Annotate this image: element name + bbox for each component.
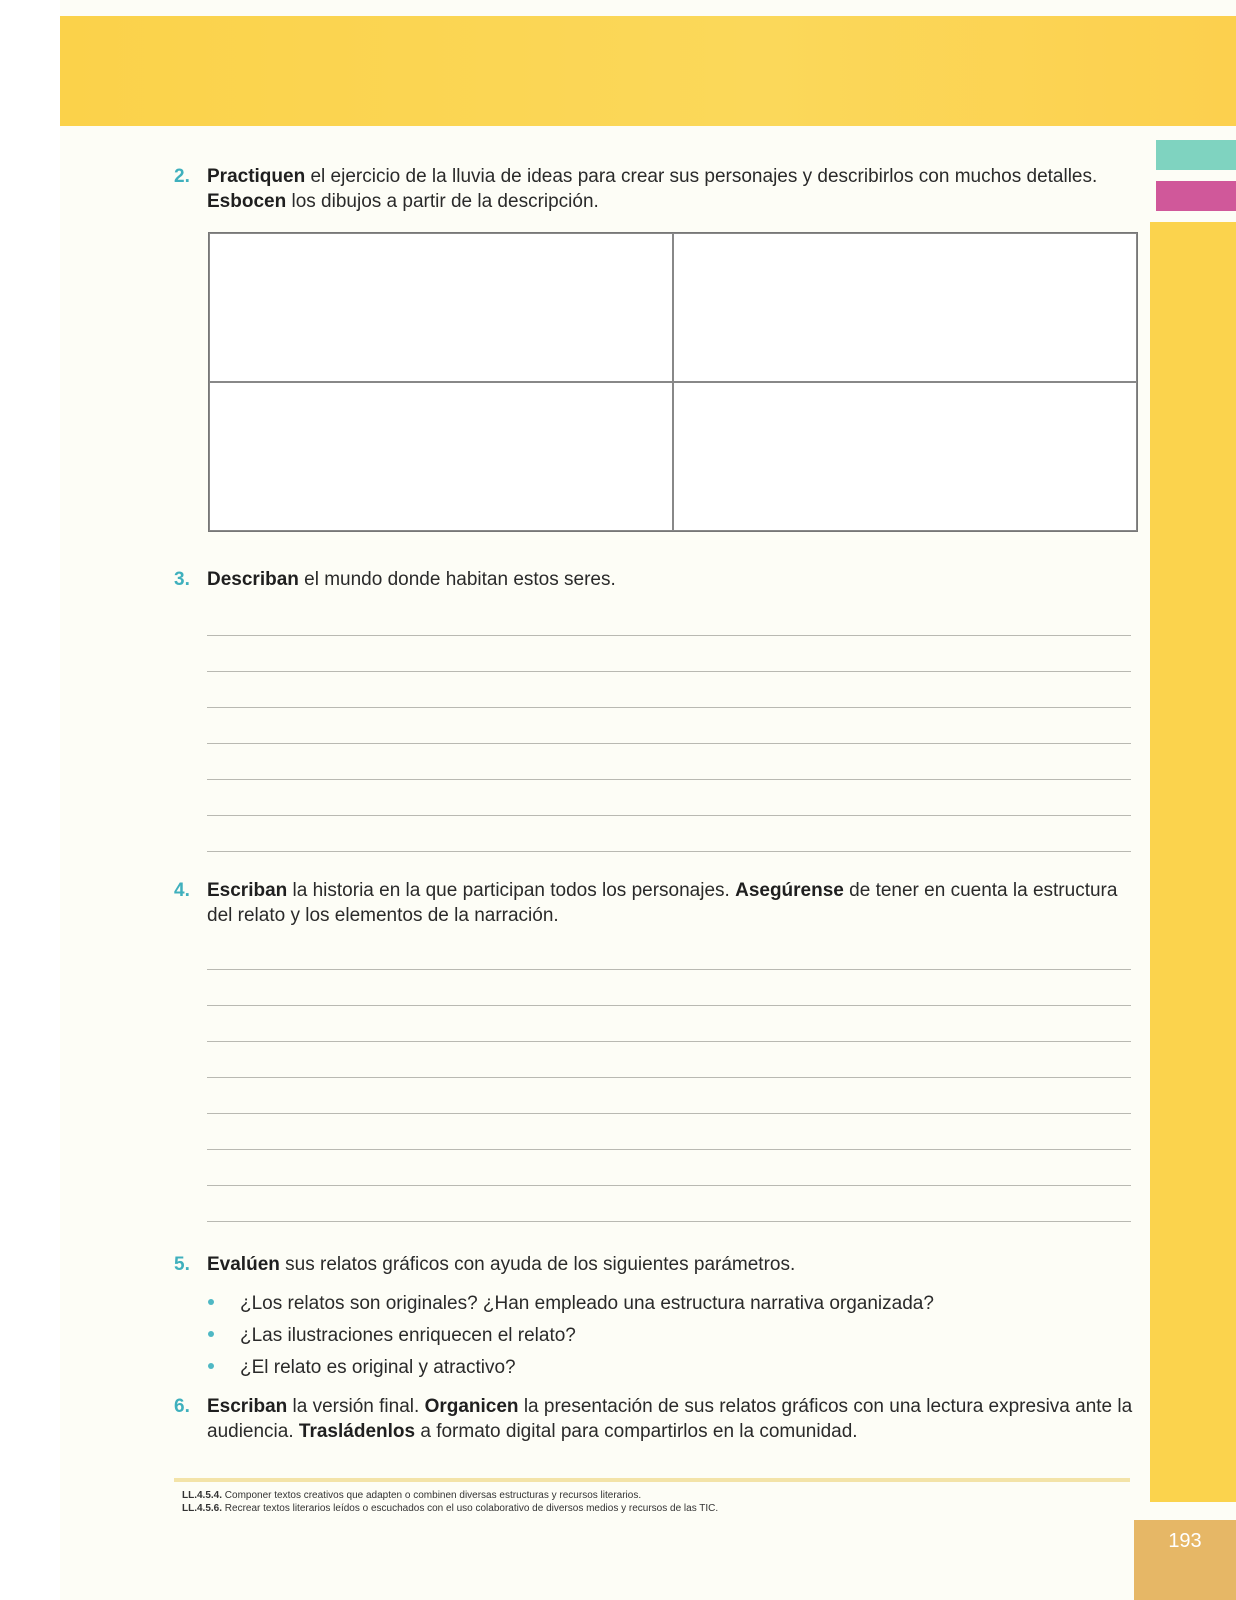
writing-line[interactable] (207, 816, 1131, 852)
writing-line[interactable] (207, 708, 1131, 744)
activity-text: Describan el mundo donde habitan estos seres. (207, 569, 616, 590)
writing-line[interactable] (207, 672, 1131, 708)
activity-text: Escriban la versión final. Organicen la presentación de sus relatos gráficos con una lectura expresiva ante la audiencia. Trasládenlos a formato digital para compartirlos en la comunidad. (207, 1396, 1133, 1442)
list-item: ¿Las ilustraciones enriquecen el relato? (206, 1322, 1106, 1354)
footnote: LL.4.5.4. Componer textos creativos que adapten o combinen diversas estructuras y recursos literarios. (182, 1490, 642, 1501)
list-item: ¿El relato es original y atractivo? (206, 1354, 1106, 1386)
writing-lines-3 (207, 600, 1131, 852)
page-number: 193 (1134, 1520, 1236, 1600)
activity-number: 5. (174, 1254, 190, 1275)
activity-number: 6. (174, 1396, 190, 1417)
drawing-grid (208, 232, 1138, 532)
drawing-box[interactable] (673, 382, 1137, 531)
writing-line[interactable] (207, 1150, 1131, 1186)
writing-line[interactable] (207, 744, 1131, 780)
section-tab-teal (1156, 140, 1236, 170)
drawing-box[interactable] (673, 233, 1137, 382)
top-header-band (60, 16, 1236, 126)
activity-6 (174, 1394, 1144, 1444)
activity-text: Practiquen el ejercicio de la lluvia de ideas para crear sus personajes y describirlos con muchos detalles. Esbocen los dibujos a partir de la descripción. (207, 166, 1098, 212)
footer-divider (174, 1478, 1130, 1482)
writing-line[interactable] (207, 600, 1131, 636)
section-tab-pink (1156, 181, 1236, 211)
writing-line[interactable] (207, 780, 1131, 816)
activity-number: 2. (174, 166, 190, 187)
writing-lines-4 (207, 934, 1131, 1222)
writing-line[interactable] (207, 934, 1131, 970)
writing-line[interactable] (207, 1186, 1131, 1222)
writing-line[interactable] (207, 636, 1131, 672)
writing-line[interactable] (207, 1078, 1131, 1114)
activity-number: 4. (174, 880, 190, 901)
writing-line[interactable] (207, 1006, 1131, 1042)
activity-5 (174, 1252, 1144, 1277)
footnote: LL.4.5.6. Recrear textos literarios leídos o escuchados con el uso colaborativo de diversos medios y recursos de las TIC. (182, 1503, 719, 1514)
right-side-bar (1150, 222, 1236, 1502)
activity-number: 3. (174, 569, 190, 590)
bullet-icon (208, 1299, 214, 1305)
bullet-icon (208, 1331, 214, 1337)
activity-text: Escriban la historia en la que participan todos los personajes. Asegúrense de tener en cuenta la estructura del relato y los elementos de la narración. (207, 880, 1118, 926)
bullet-icon (208, 1363, 214, 1369)
left-margin-strip (0, 0, 60, 1600)
activity-3 (174, 567, 1144, 592)
drawing-box[interactable] (209, 233, 673, 382)
activity-text: Evalúen sus relatos gráficos con ayuda de los siguientes parámetros. (207, 1254, 796, 1275)
writing-line[interactable] (207, 1114, 1131, 1150)
list-item: ¿Los relatos son originales? ¿Han empleado una estructura narrativa organizada? (206, 1290, 1106, 1322)
writing-line[interactable] (207, 970, 1131, 1006)
writing-line[interactable] (207, 1042, 1131, 1078)
curriculum-footnotes (182, 1489, 718, 1515)
activity-2 (174, 164, 1144, 214)
evaluation-criteria-list (206, 1290, 1106, 1386)
drawing-box[interactable] (209, 382, 673, 531)
activity-4 (174, 878, 1144, 928)
